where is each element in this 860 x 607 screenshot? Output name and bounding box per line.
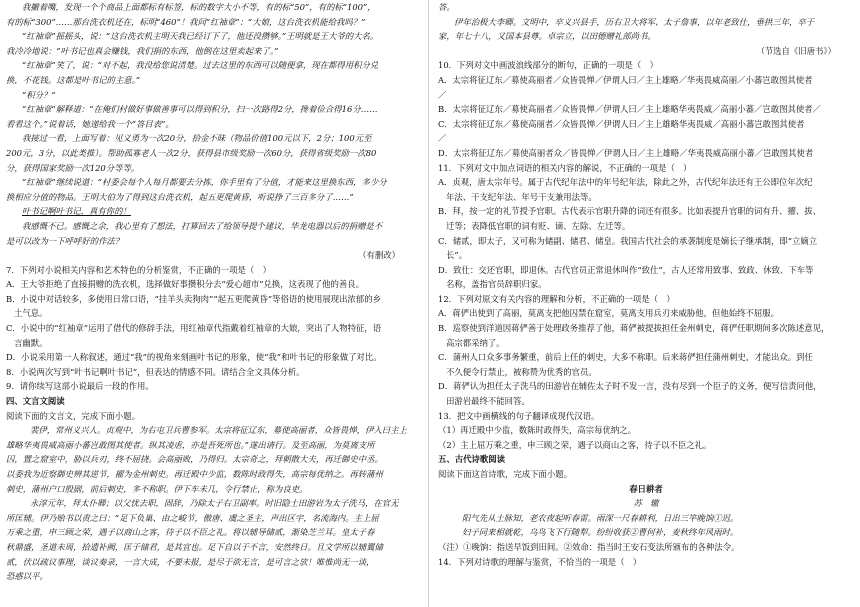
left-text-line: 我感慨不已。感慨之余，我心里有了想法，打算回去了给领导提个建议，华龙电器以后的捐赠是不 — [22, 220, 383, 231]
right-text-line: 阅读下面这首诗歌，完成下面小题。 — [438, 469, 572, 479]
right-text-line: 年法、干支纪年法、年号干支兼用法等。 — [446, 191, 597, 202]
left-text-line: 恐惑以平。 — [6, 571, 48, 582]
right-text-line: 长”。 — [446, 250, 468, 261]
right-text-line: 五、古代诗歌阅读 — [438, 454, 505, 465]
left-text-line: 言幽默。 — [14, 337, 48, 348]
left-text-line: A．王大爷拒绝了直接捐赠的洗衣机，选择做好事攒积分去“爱心超市”兑换，这表现了他的善良。 — [6, 279, 364, 290]
left-text-line: 阅读下面的文言文，完成下面小题。 — [6, 410, 140, 421]
right-text-line: 14．下列对诗歌的理解与鉴赏，不恰当的一项是（ ） — [438, 556, 642, 567]
left-text-line: 看看这个。”说着话，她递给我一个“答目表”。 — [6, 118, 174, 129]
right-text-line: C．蒲州人口众多事务繁重，前后上任的刺史，大多不称职。后来蒋俨担任蒲州刺史，才能出众。到任 — [438, 352, 813, 363]
right-text-line: D．太宗将征辽东／募使高丽者众／皆畏惮／伊谓人曰／主上雄略／华夷畏威高丽小蕃／岂敢图其使者 — [438, 147, 814, 158]
left-column — [6, 0, 418, 607]
left-text-line: 秋鼎盛，圣道未周，拾遗补阙，匡于储君，是其宜也。足下自以于不言，安然终日。且文学所以辅翼储 — [6, 541, 383, 552]
right-text-line: 13．把文中画横线的句子翻译成现代汉语。 — [438, 410, 600, 421]
left-text-line: C．小说中的“红袖章”运用了借代的修辞手法，用红袖章代指戴着红袖章的大娘，突出了人物特征，语 — [6, 323, 382, 334]
right-text-line: 迁等；表降低官职的词有贬、谪、左除、左迁等。 — [446, 220, 631, 231]
left-text-line: 以委我为近察御史辨其逆节，擢为金州刺史。再迁殿中少监，数陈时政得失，高宗每优纳之。再转蒲州 — [6, 469, 383, 479]
right-text-line: 11．下列对文中加点词语的相关内容的解说，不正确的一项是（ ） — [438, 162, 692, 173]
right-text-line: D．蒋俨认为担任太子洗马的田游岩在辅佐太子时不发一言，没有尽到一个臣子的义务，便写信责问他， — [438, 381, 822, 392]
right-text-line: 高宗都采纳了。 — [446, 337, 505, 348]
left-text-line: 裴伊，常州义兴人。贞观中，为右屯卫兵曹参军。太宗将征辽东，募使高丽者，众皆畏惮，伊入曰主上 — [30, 425, 407, 436]
right-text-line: 10．下列对文中画波浪线部分的断句，正确的一项是（ ） — [438, 60, 659, 71]
left-text-line: 我冷冷地说：“叶书记也真会赚钱，我们捐的东西，他倒在这里卖起来了。” — [6, 45, 279, 56]
left-text-line: “红袖章”解释道：“在俺们村做好事做善事可以得到积分，扫一次路得2分，搀着俭合得16分…… — [22, 104, 378, 115]
left-text-line: 是可以改为一下呼呼好的作法？ — [6, 235, 124, 246]
right-text-line: （2）主上屈万乘之重，申三顾之荣，遇子以商山之客，待子以不臣之礼。 — [438, 439, 712, 450]
left-text-line: 永淳元年，拜太仆卿；以父忧去职，固辞，乃除太子右卫副率。时旧隐士田游岩为太子洗马，在官无 — [30, 498, 399, 509]
right-text-line: 答。 — [438, 2, 455, 12]
right-text-line: ／ — [438, 133, 447, 144]
left-text-line: 雄略华夷畏威高丽小蕃岂敢图其使者。纵其凌虐，亦是吾死所也。”遂出请行。及至高丽，为莫离支所 — [6, 439, 375, 450]
left-text-line: “红袖章”继续说道：“村委会每个人每月都要去分拣，你手里有了分值，才能来这里换东西，多少分 — [22, 177, 387, 188]
left-text-line: “积分？” — [22, 89, 56, 100]
right-text-line: A．蒋俨出使到了高丽，莫离支把他囚禁在窟室，莫离支用兵刃来威胁他，但他始终不屈服。 — [438, 308, 780, 319]
right-text-line: C．储贰，即太子，又可称为储副、储君、储皇。我国古代社会的承袭制度是嫡长子继承制，即“立嫡立 — [438, 235, 818, 246]
left-text-line: 8．小说两次写到“叶书记啊叶书记”，但表达的情感不同。请结合全文具体分析。 — [6, 366, 305, 377]
right-text-line: 不久便令行禁止，被称赞为优秀的官员。 — [446, 366, 597, 377]
right-text-line: 家，年七十八，又国本县尊。卓宗立，以田德赠礼部尚书。 — [438, 31, 656, 42]
right-text-line: （1）再迁殿中少监，数陈时政得失，高宗每优纳之。 — [438, 425, 636, 436]
right-text-line: B．太宗将征辽东／募使高丽者／众皆畏惮／伊谓人曰／主上雄略华夷畏威／高丽小蕃／岂敢图其使者／ — [438, 104, 822, 115]
left-text-line: 有的标“300”……那台洗衣机还在，标明“460”！我问“红袖章”：“大娘，这台洗衣机能给我吗？” — [6, 16, 366, 27]
left-text-line: 万乘之重，申三顾之荣，遇子以商山之客，待子以不臣之礼。将以辅导储贰，渐染芝兰耳。皇太子春 — [6, 527, 375, 538]
left-text-line: 分，获得国家奖励一次120分等等。 — [6, 162, 140, 173]
right-text-line: 春日耕者 — [629, 483, 663, 494]
right-text-line: D．致仕：交还官职，即退休。古代官员正常退休叫作“致仕”，古人还常用致事、致政、休致、下车等 — [438, 264, 814, 275]
left-text-line: 200元，3分，以此类推）。帮助孤寡老人一次2分，获得县市级奖励一次60分，获得省级奖励一次80 — [6, 147, 377, 158]
right-text-line: 阳气先从土脉知，老农夜起听春雷。雨深一尺春耕利，日出三竿晚饷①迟。 — [462, 512, 739, 523]
left-text-line: 我接过一看，上面写着：见义勇为一次20分，拾金不昧（物品价值100元以下，2分；100元至 — [22, 133, 372, 144]
right-text-line: 名称，盖指官员辞职归家。 — [446, 279, 547, 290]
left-text-line: D．小说采用第一人称叙述，通过“我”的视角来刻画叶书记的形象，使“我”和叶书记的形象做了对比。 — [6, 352, 382, 363]
left-text-line: 换，不花钱。这都是叶书记的主意。” — [6, 74, 141, 85]
right-text-line: 苏 辙 — [633, 498, 659, 509]
left-text-line: 土气息。 — [14, 308, 48, 319]
left-text-line: 我撇着嘴，发现一个个商品上面都标有标签，标的数字大小不等，有的标“50”，有的标“100”， — [22, 2, 376, 12]
left-text-line: 9．请你续写这部小说最后一段的作用。 — [6, 381, 154, 392]
left-text-line: “红袖章”笑了，说：“对不起，我没给您说清楚。过去这里的东西可以随便拿，现在都得用积分兑 — [22, 60, 379, 71]
right-text-line: C．太宗将征辽东／募使高丽者／众皆畏惮／伊谓人曰／主上雄略华夷畏威／高丽小蕃岂敢图其使者 — [438, 118, 805, 129]
right-text-line: A．贞观，唐太宗年号。属于古代纪年法中的年号纪年法，除此之外，古代纪年法还有王公即位年次纪 — [438, 177, 813, 188]
left-text-line: （有删改） — [358, 250, 400, 261]
right-text-line: 伊年治极大李卿。文明中，卒义兴县手，历右卫大将军、太子詹事，以年老致仕，垂拱三年，卒于 — [454, 16, 815, 27]
right-text-line: B．拜，按一定的礼节授予官职。古代表示官职升降的词还有很多。比如表提升官职的词有升、擢、拔、 — [438, 206, 822, 217]
right-text-line: A．太宗将征辽东／募使高丽者／众皆畏惮／伊谓人曰／主上雄略／华夷畏威高丽／小蕃岂敢图其使者 — [438, 74, 813, 85]
left-text-line: 所匡辅。伊乃贻书以责之曰：“足下负巢、由之峻节，傲唐、虞之圣主，声出区宇，名流海内。主上屈 — [6, 512, 379, 523]
left-text-line: 四、文言文阅读 — [6, 396, 65, 407]
right-text-line: B．巡察使到洋道因蒋俨善于处理政务推荐了他，蒋俨被提拔担任金州刺史，蒋俨任职期间多次陈述意见， — [438, 323, 830, 334]
right-text-line: 田游岩最终不能回答。 — [446, 396, 530, 407]
left-text-line: 换相应分值的物品。王明大伯为了得到这台洗衣机，起五更爬黄昏，听说挣了三百多分了……” — [6, 191, 354, 202]
left-text-line: 刺史，蒲州户口殷剧，前后刺史，多不称职。伊下车未几，令行禁止，称为良吏。 — [6, 483, 308, 494]
right-text-line: （节选自《旧唐书》） — [756, 45, 836, 56]
left-text-line: 囚，置之窟室中，胁以兵刃，终不屈挠。会高丽败，乃得归。太宗奇之，拜朝散大夫，再迁御史中丞。 — [6, 454, 383, 465]
left-text-line: 贰，伏以疏议事理，谈议奏录，一言大成，不要未报，是尽于欲无言，是可言之欤！唯惟尚无一谈， — [6, 556, 375, 567]
left-text-line: “红袖章”摇摇头，说：“这台洗衣机主明天我已经订下了，他还没攒够。”王明就是王大爷的大名。 — [22, 31, 379, 42]
right-column — [438, 0, 854, 607]
right-text-line: 12．下列对原文有关内容的理解和分析，不正确的一项是（ ） — [438, 293, 675, 304]
left-text-line: 叶书记啊叶书记，真有你的！ — [22, 206, 131, 217]
right-text-line: 妇子同来相就乾，乌鸟飞下行随犁。纷纷收获②曹何补，麦秋终年风雨时。 — [462, 527, 739, 538]
column-divider — [428, 0, 429, 607]
left-text-line: B．小说中对话较多，多使用日常口语，“挂羊头卖狗肉”“起五更爬黄昏”等俗语的使用展现出浓郁的乡 — [6, 293, 382, 304]
right-text-line: （注）①晚饷：指送早饭到田间。②效命：指当时王安石变法所颁布的各种法令。 — [438, 541, 740, 552]
right-text-line: ／ — [438, 89, 447, 100]
left-text-line: 7．下列对小说相关内容和艺术特色的分析鉴赏，不正确的一项是（ ） — [6, 264, 271, 275]
